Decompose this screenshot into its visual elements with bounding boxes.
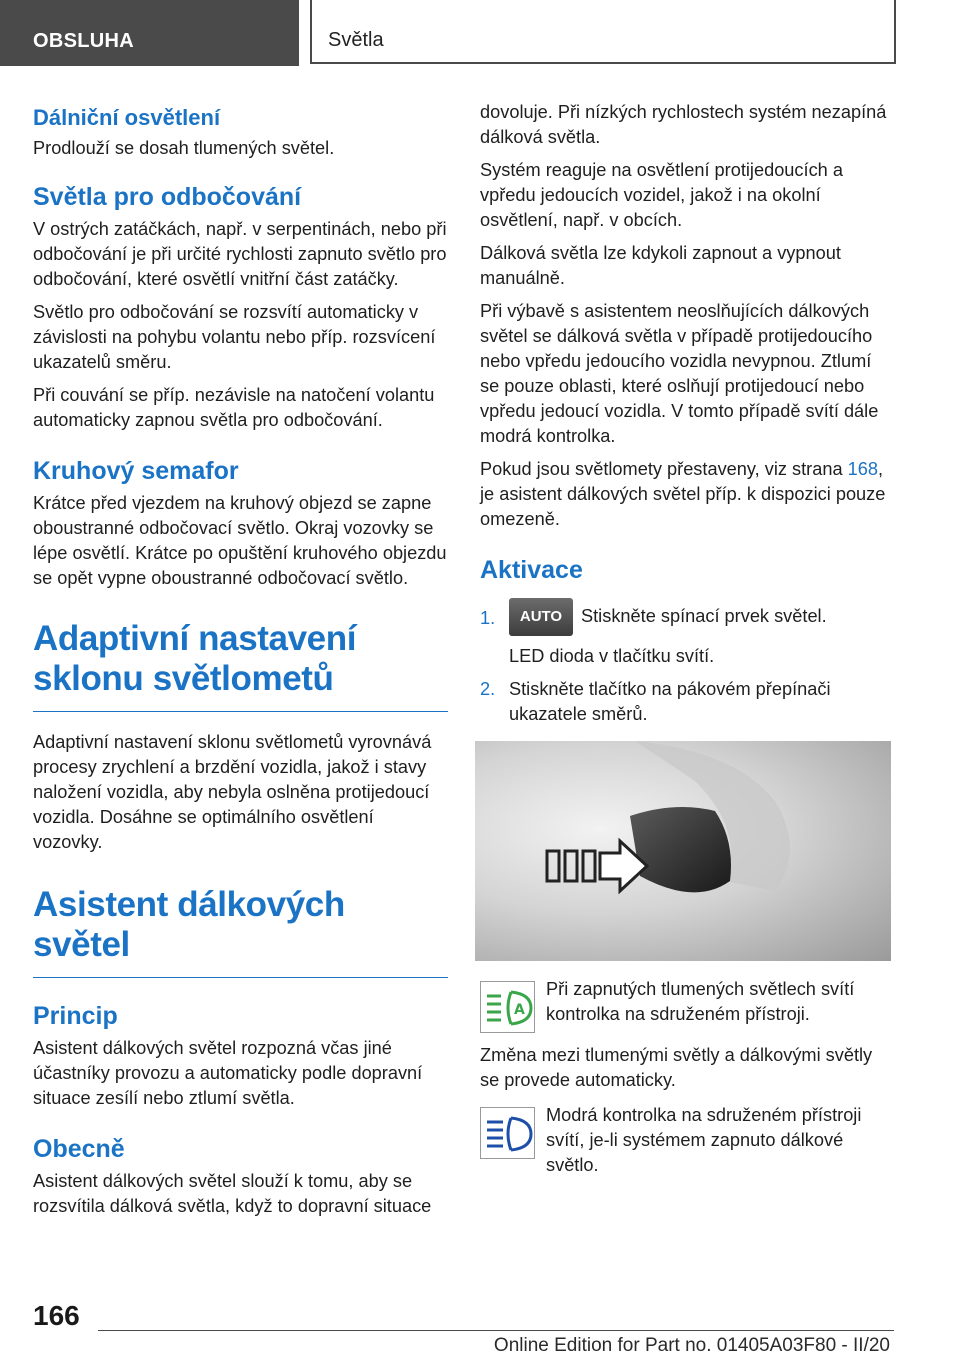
step-2: 2. Stiskněte tlačítko na pákovém přepínači ukazatele směrů. [480, 679, 831, 724]
step-number: 2. [480, 679, 496, 699]
low-beam-indicator-icon [480, 981, 535, 1033]
heading-asistent-dalkovych-svetel: Asistent dálkových světel [33, 885, 345, 964]
step-1: 1. AUTO Stiskněte spínací prvek světel. LED dioda v tlačítku svítí. [480, 598, 892, 669]
auto-button-icon: AUTO [509, 598, 573, 636]
step-number: 1. [480, 608, 496, 628]
paragraph: Systém reaguje na osvětlení protijedoucích a vpředu jedoucích vozidel, jakož i na okolní osvětlení, např. v obcích. [480, 160, 843, 230]
topic-tab [310, 0, 896, 64]
lever-illustration [475, 741, 891, 961]
page-number: 166 [33, 1300, 80, 1331]
paragraph: Při couvání se příp. nezávisle na natočení volantu automaticky zapnou světla pro odbočování. [33, 385, 435, 430]
paragraph: Při výbavě s asistentem neoslňujících dálkových světel se dálková světla v případě protijedoucího nebo vpředu jedoucího vozidla nevypnou. Ztlumí se pouze oblasti, které oslňují protijedoucí nebo vpředu jedoucí vozidla. V tomto případě svítí dále modrá kontrolka. [480, 301, 879, 446]
right-column [480, 100, 892, 1178]
edition-note: Online Edition for Part no. 01405A03F80 - II/20 [493, 1335, 890, 1356]
heading-princip: Princip [33, 1002, 118, 1030]
paragraph: Asistent dálkových světel slouží k tomu, aby se rozsvítila dálková světla, když to dopravní situace [33, 1171, 432, 1216]
heading-svetla-pro-odbocovani: Světla pro odbočování [33, 183, 302, 211]
paragraph: Asistent dálkových světel rozpozná včas jiné účastníky provozu a automaticky podle dopravní situace zesílí nebo ztlumí světla. [33, 1038, 423, 1108]
heading-rule [33, 977, 448, 978]
heading-obecne: Obecně [33, 1135, 125, 1163]
svg-text:A: A [514, 1002, 525, 1018]
low-beam-indicator-note: A Při zapnutých tlumených světlech svítí kontrolka na sdruženém přístroji. [480, 977, 892, 1031]
paragraph: dovoluje. Při nízkých rychlostech systém nezapíná dálková světla. [480, 102, 887, 147]
page-header [0, 0, 960, 66]
heading-rule [33, 711, 448, 712]
step-note: LED dioda v tlačítku svítí. [509, 646, 715, 666]
paragraph: Adaptivní nastavení sklonu světlometů vyrovnává procesy zrychlení a brzdění vozidla, jakož i stavy naložení vozidla, aby nebyla oslněna protijedoucí vozidla. Dosáhne se optimálního osvětlení vozovky. [33, 732, 432, 852]
heading-dalnicni-osvetleni: Dálniční osvětlení [33, 105, 221, 130]
paragraph: Krátce před vjezdem na kruhový objezd se zapne oboustranné odbočovací světlo. Okraj vozovky se lépe osvětlí. Krátce po opuštění kruhového objezdu se opět vypne oboustranné odbočovací světlo. [33, 493, 447, 588]
paragraph: Změna mezi tlumenými světly a dálkovými světly se provede automaticky. [480, 1045, 873, 1090]
paragraph: V ostrých zatáčkách, např. v serpentinách, nebo při odbočování je při určité rychlosti zapnuto světlo pro odbočování, které osvětlí vnitřní část zatáčky. [33, 219, 447, 289]
page-reference-link[interactable]: 168 [847, 459, 878, 479]
paragraph-with-link: Pokud jsou světlomety přestaveny, viz strana 168, je asistent dálkových světel příp. k dispozici pouze omezeně. [480, 459, 886, 529]
paragraph: Dálková světla lze kdykoli zapnout a vypnout manuálně. [480, 243, 841, 288]
footer-rule [98, 1330, 894, 1331]
heading-adaptivni-nastaveni: Adaptivní nastavení sklonu světlometů [33, 619, 357, 698]
turn-signal-lever-photo [475, 741, 891, 961]
section-tab: OBSLUHA [0, 0, 299, 66]
high-beam-indicator-icon [480, 1107, 535, 1159]
left-column [33, 100, 448, 1219]
heading-aktivace: Aktivace [480, 556, 583, 584]
high-beam-indicator-note: Modrá kontrolka na sdruženém přístroji svítí, je-li systémem zapnuto dálkové světlo. [480, 1103, 892, 1178]
paragraph: Prodlouží se dosah tlumených světel. [33, 138, 335, 158]
heading-kruhovy-semafor: Kruhový semafor [33, 457, 239, 485]
paragraph: Světlo pro odbočování se rozsvítí automaticky v závislosti na pohybu volantu nebo příp. rozsvícení ukazatelů směru. [33, 302, 436, 372]
topic-title: Světla [328, 29, 384, 51]
